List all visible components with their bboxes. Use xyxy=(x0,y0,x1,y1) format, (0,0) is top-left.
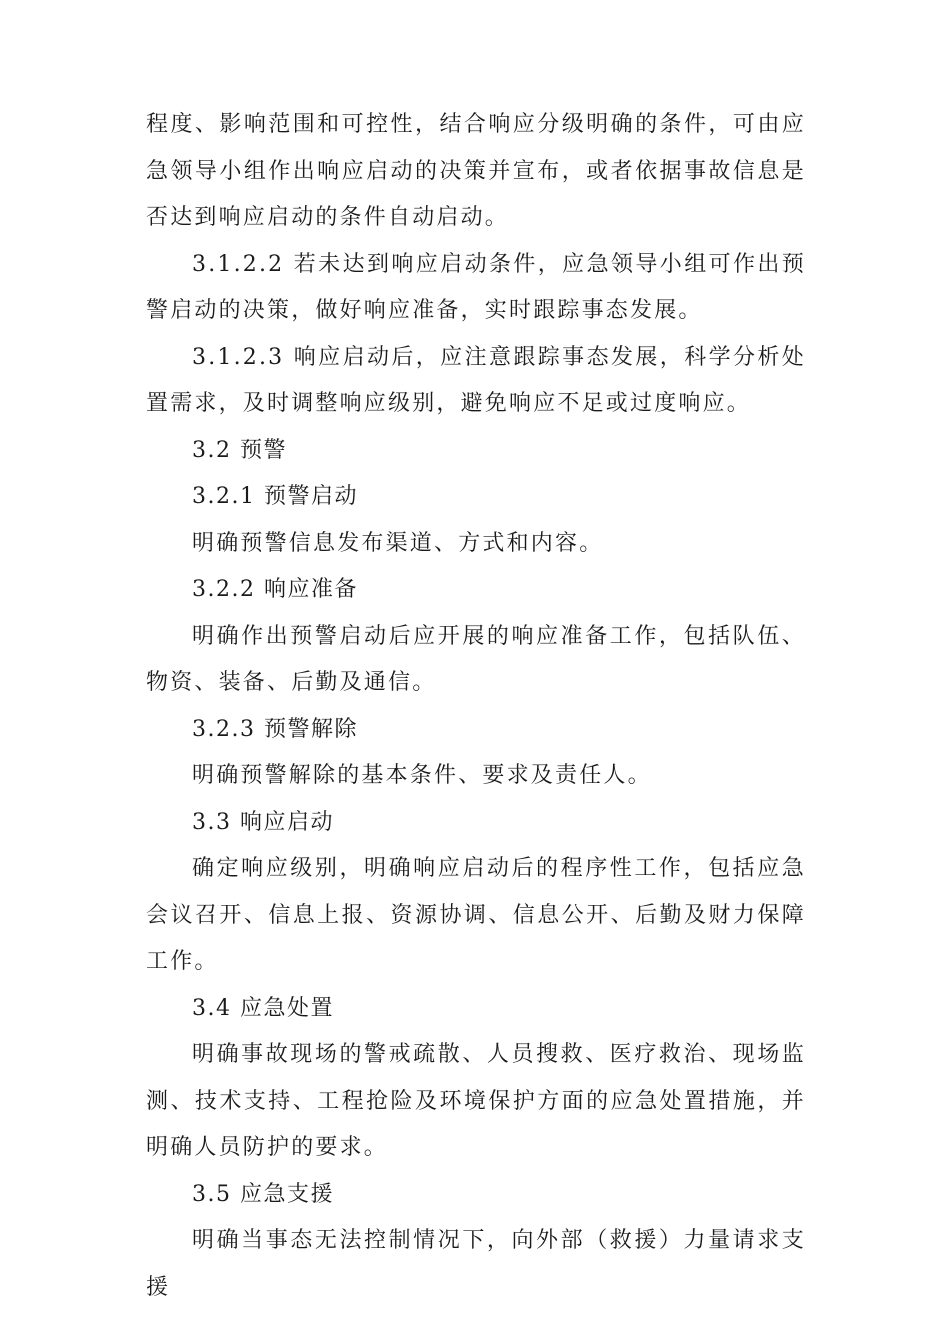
paragraph-warning-start: 明确预警信息发布渠道、方式和内容。 xyxy=(192,530,604,556)
paragraph-response-start: 确定响应级别，明确响应启动后的程序性工作，包括应急会议召开、信息上报、资源协调、信息公开、后勤及财力保障工作。 xyxy=(146,856,806,974)
paragraph-emergency-handling: 明确事故现场的警戒疏散、人员搜救、医疗救治、现场监测、技术支持、工程抢险及环境保护方面的应急处置措施，并明确人员防护的要求。 xyxy=(146,1042,806,1160)
section-heading-3-4: 3.4 应急处置 xyxy=(192,995,334,1021)
paragraph-response-prep: 明确作出预警启动后应开展的响应准备工作，包括队伍、物资、装备、后勤及通信。 xyxy=(146,623,806,695)
paragraph-3-1-2-2: 3.1.2.2 若未达到响应启动条件，应急领导小组可作出预警启动的决策，做好响应准备，实时跟踪事态发展。 xyxy=(146,251,806,323)
section-heading-3-5: 3.5 应急支援 xyxy=(192,1181,334,1207)
section-heading-3-2-3: 3.2.3 预警解除 xyxy=(192,716,358,742)
section-heading-3-2: 3.2 预警 xyxy=(192,437,287,463)
section-heading-3-2-1: 3.2.1 预警启动 xyxy=(192,484,358,509)
section-heading-3-2-2: 3.2.2 响应准备 xyxy=(192,577,358,602)
paragraph-3-1-2-3: 3.1.2.3 响应启动后，应注意跟踪事态发展，科学分析处置需求，及时调整响应级别，避免响应不足或过度响应。 xyxy=(146,344,806,416)
paragraph-warning-release: 明确预警解除的基本条件、要求及责任人。 xyxy=(192,763,652,788)
document-body xyxy=(146,102,806,1311)
paragraph-continuation: 程度、影响范围和可控性，结合响应分级明确的条件，可由应急领导小组作出响应启动的决策并宣布，或者依据事故信息是否达到响应启动的条件自动启动。 xyxy=(146,112,806,230)
section-heading-3-3: 3.3 响应启动 xyxy=(192,809,334,835)
paragraph-emergency-support: 明确当事态无法控制情况下，向外部（救援）力量请求支援 xyxy=(146,1228,806,1300)
